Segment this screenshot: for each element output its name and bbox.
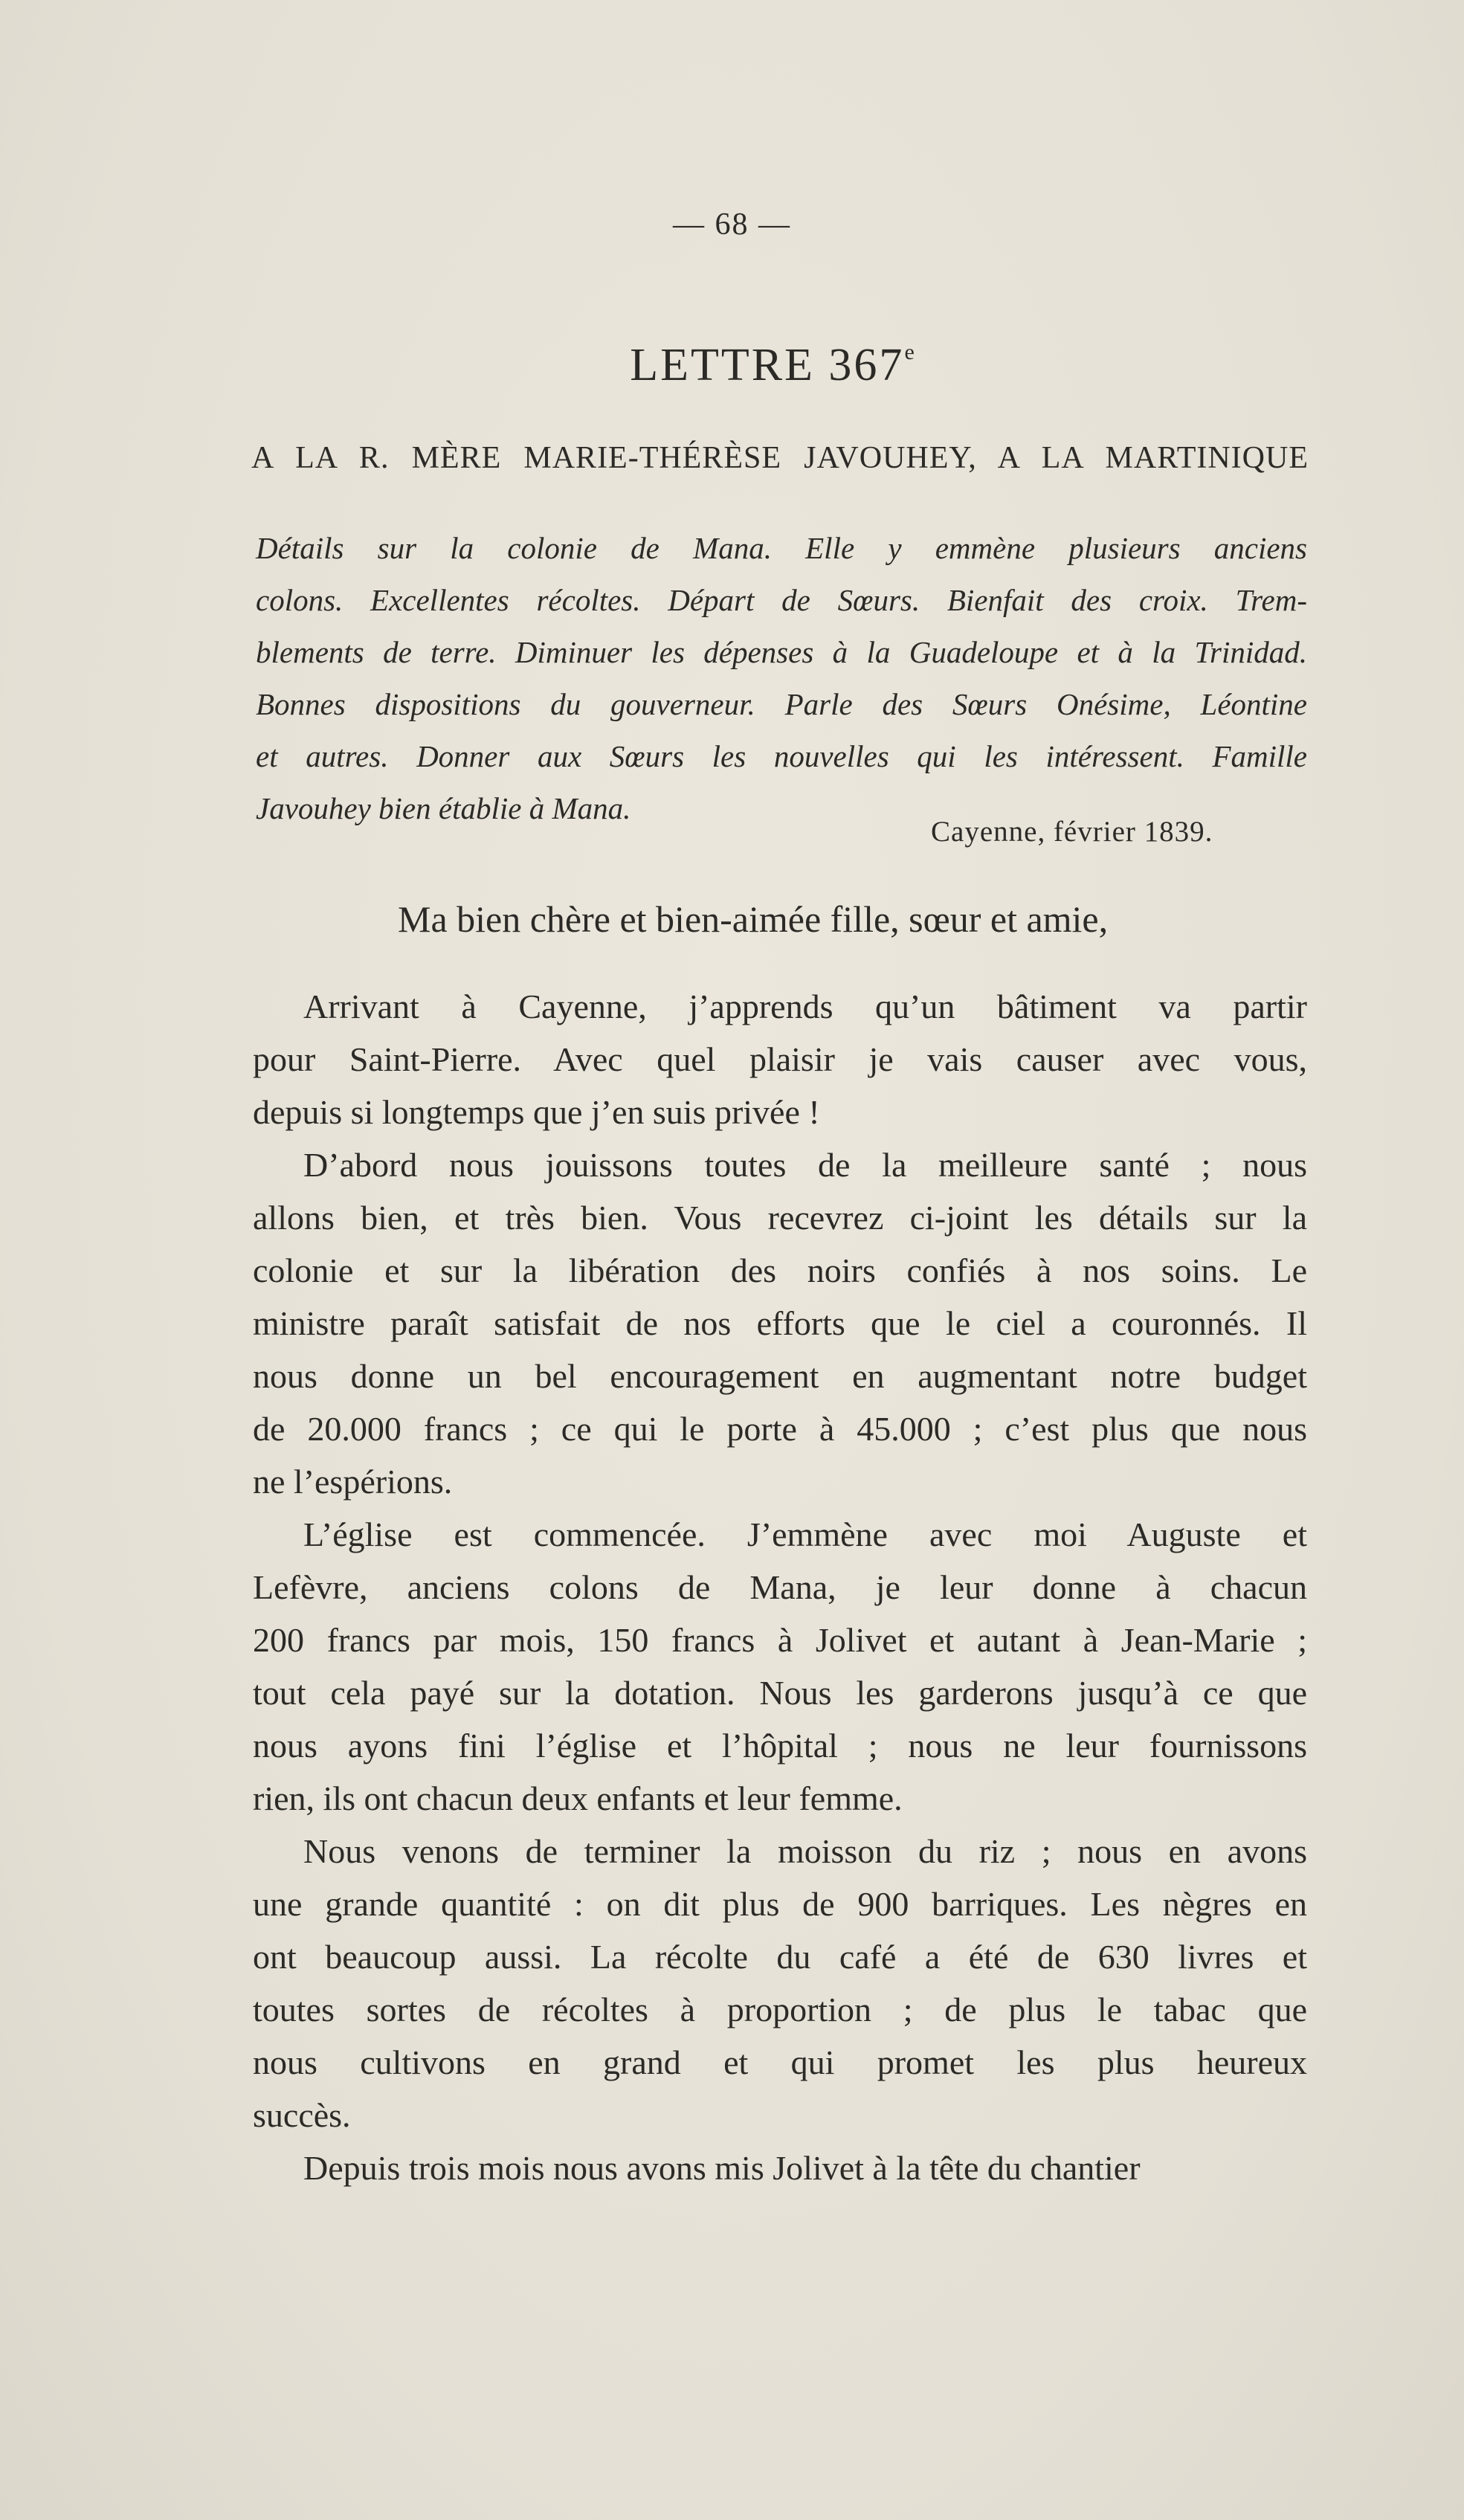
letter-recipient: A LA R. MÈRE MARIE-THÉRÈSE JAVOUHEY, A LA MARTINIQUE — [251, 441, 1309, 475]
body-line: D’abord nous jouissons toutes de la meilleure santé ; nous — [303, 1146, 1307, 1184]
summary-line: Javouhey bien établie à Mana. — [256, 791, 631, 825]
body-line: Arrivant à Cayenne, j’apprends qu’un bâtiment va partir — [303, 987, 1307, 1025]
summary-line: Détails sur la colonie de Mana. Elle y emmène plusieurs anciens — [256, 531, 1307, 565]
body-line: tout cela payé sur la dotation. Nous les garderons jusqu’à ce que — [253, 1674, 1307, 1712]
page-number: — 68 — — [673, 207, 791, 242]
summary-line: colons. Excellentes récoltes. Départ de Sœurs. Bienfait des croix. Trem- — [256, 583, 1307, 617]
body-line: nous donne un bel encouragement en augmentant notre budget — [253, 1357, 1307, 1395]
letter-summary — [256, 522, 1307, 834]
letter-salutation: Ma bien chère et bien-aimée fille, sœur et amie, — [398, 898, 1109, 940]
body-line: pour Saint-Pierre. Avec quel plaisir je vais causer avec vous, — [253, 1040, 1307, 1078]
body-line: depuis si longtemps que j’en suis privée ! — [253, 1093, 820, 1131]
letter-title-superscript: e — [904, 340, 917, 364]
letter-dateline: Cayenne, février 1839. — [931, 816, 1213, 848]
body-line: Nous venons de terminer la moisson du riz ; nous en avons — [303, 1832, 1307, 1870]
body-line: nous ayons fini l’église et l’hôpital ; nous ne leur fournissons — [253, 1727, 1307, 1765]
body-line: ont beaucoup aussi. La récolte du café a été de 630 livres et — [253, 1938, 1307, 1976]
body-line: 200 francs par mois, 150 francs à Jolivet et autant à Jean-Marie ; — [253, 1621, 1307, 1659]
summary-line: blements de terre. Diminuer les dépenses à la Guadeloupe et à la Trinidad. — [256, 635, 1307, 669]
body-line: succès. — [253, 2096, 351, 2134]
body-line: une grande quantité : on dit plus de 900 barriques. Les nègres en — [253, 1885, 1307, 1923]
body-line: Depuis trois mois nous avons mis Jolivet à la tête du chantier — [303, 2149, 1141, 2187]
summary-line: Bonnes dispositions du gouverneur. Parle des Sœurs Onésime, Léontine — [256, 687, 1307, 721]
body-line: Lefèvre, anciens colons de Mana, je leur donne à chacun — [253, 1568, 1307, 1606]
body-line: colonie et sur la libération des noirs confiés à nos soins. Le — [253, 1251, 1307, 1289]
letter-body — [253, 980, 1307, 2194]
letter-title — [0, 339, 1464, 392]
body-line: ministre paraît satisfait de nos efforts que le ciel a couronnés. Il — [253, 1304, 1307, 1342]
summary-line: et autres. Donner aux Sœurs les nouvelles qui les intéressent. Famille — [256, 739, 1307, 773]
body-line: nous cultivons en grand et qui promet les plus heureux — [253, 2043, 1307, 2081]
letter-title-text: LETTRE 367 — [630, 340, 905, 390]
body-line: toutes sortes de récoltes à proportion ; de plus le tabac que — [253, 1991, 1307, 2028]
body-line: ne l’espérions. — [253, 1463, 453, 1501]
body-line: allons bien, et très bien. Vous recevrez ci-joint les détails sur la — [253, 1199, 1307, 1237]
body-line: L’église est commencée. J’emmène avec moi Auguste et — [303, 1515, 1307, 1553]
body-line: rien, ils ont chacun deux enfants et leur femme. — [253, 1779, 903, 1817]
body-line: de 20.000 francs ; ce qui le porte à 45.000 ; c’est plus que nous — [253, 1410, 1307, 1448]
